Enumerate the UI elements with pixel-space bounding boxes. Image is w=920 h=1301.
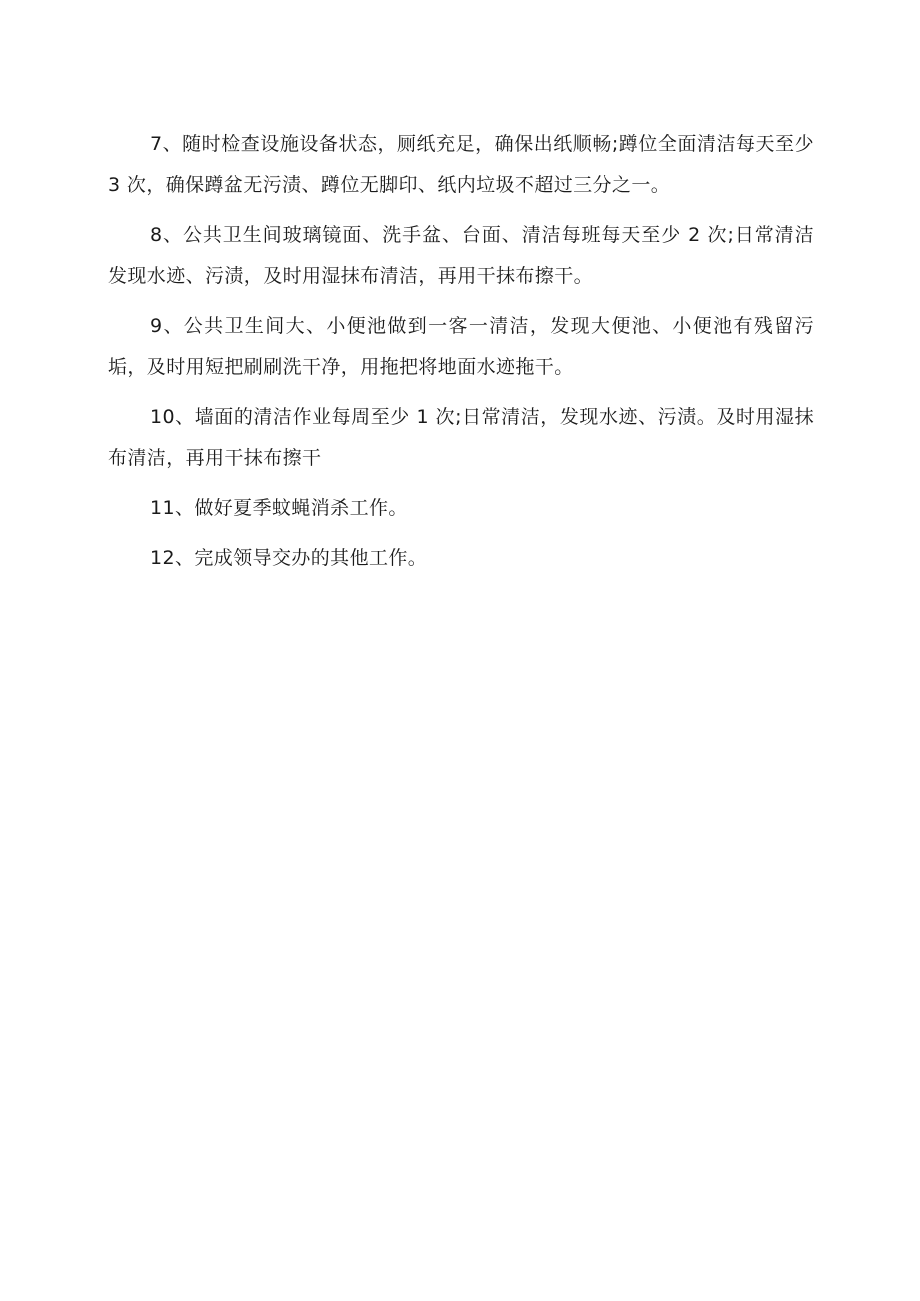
- paragraph-item-11: 11、做好夏季蚊蝇消杀工作。: [150, 497, 408, 519]
- paragraph-item-7: 7、随时检查设施设备状态，厕纸充足，确保出纸顺畅;蹲位全面清洁每天至少 3 次，确保蹲盆无污渍、蹲位无脚印、纸内垃圾不超过三分之一。: [108, 133, 814, 196]
- document-body: [108, 124, 814, 588]
- paragraph-item-10: 10、墙面的清洁作业每周至少 1 次;日常清洁，发现水迹、污渍。及时用湿抹布清洁，再用干抹布擦干: [108, 406, 814, 469]
- paragraph-item-9: 9、公共卫生间大、小便池做到一客一清洁，发现大便池、小便池有残留污垢，及时用短把刷刷洗干净，用拖把将地面水迹拖干。: [108, 315, 814, 378]
- paragraph-item-8: 8、公共卫生间玻璃镜面、洗手盆、台面、清洁每班每天至少 2 次;日常清洁发现水迹、污渍，及时用湿抹布清洁，再用干抹布擦干。: [108, 224, 814, 287]
- paragraph-item-12: 12、完成领导交办的其他工作。: [150, 547, 428, 569]
